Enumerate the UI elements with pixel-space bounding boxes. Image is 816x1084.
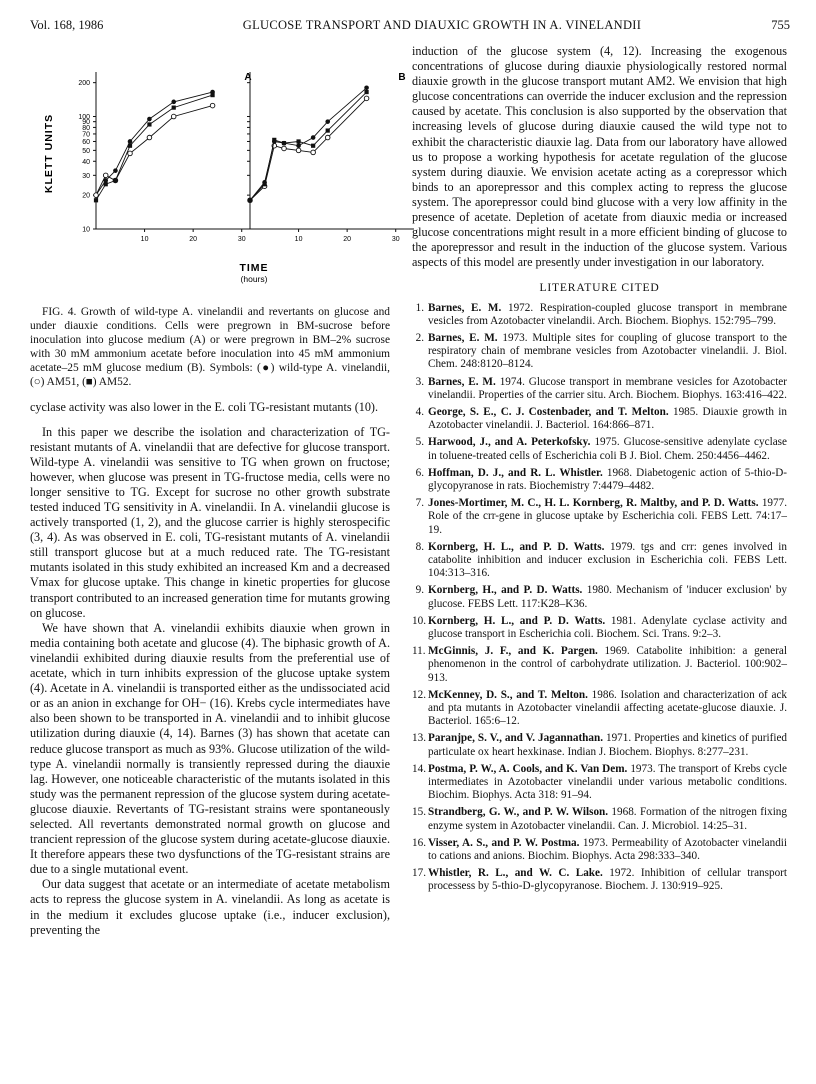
x-tick-label: 10 xyxy=(140,236,149,243)
reference-text: 1968. Formation of the nitrogen fixing enzyme system in Azotobacter vinelandii. Can. J. Microbiol. 14:25–31. xyxy=(428,806,787,832)
y-tick-label: 30 xyxy=(82,172,90,180)
reference-number: 11. xyxy=(412,645,426,658)
right-paragraph-0: induction of the glucose system (4, 12). Increasing the exogenous concentrations of glucose during diauxie physiologically restored normal diauxie growth in the glucose transport mutant AM2. We envision that high glucose concentrations can override the inducer exclusion and the repression caused by acetate. This conclusion is also supported by the observation that increasing levels of glucose during diauxie caused the wild type not to exhibit the characteristic diauxie lag. Data from our laboratory have allowed us to propose a working hypothesis for acetate regulation of the glucose system during diauxie. We envision acetate acting as a corepressor which binds to an aporepressor and this complex acting to repress the glucose system. The aporepressor could bind glucose with a very low affinity in the presence of acetate. Depletion of acetate from diauxic media or increased glucose concentrations might result in a more efficient binding of glucose to the aporepressor and result in the induction of the glucose system. Various aspects of this model are presently under investigation in our laboratory. xyxy=(412,44,787,270)
data-point-am52 xyxy=(128,144,132,148)
data-point-am52 xyxy=(282,141,286,145)
reference-number: 14. xyxy=(412,762,426,775)
y-tick-label: 60 xyxy=(82,138,90,146)
reference-item xyxy=(412,436,787,462)
data-point-am52 xyxy=(364,90,368,94)
data-point-am52 xyxy=(210,93,214,97)
left-paragraph-3: Our data suggest that acetate or an intermediate of acetate metabolism acts to repress the glucose system in A. vinelandii. As long as acetate is in the medium it excludes glucose uptake (i.e., inducer exclusion), preventing the xyxy=(30,877,390,937)
reference-authors: Barnes, E. M. xyxy=(428,301,502,314)
series-line xyxy=(250,92,367,200)
left-paragraph-0: cyclase activity was also lower in the E. coli TG-resistant mutants (10). xyxy=(30,400,379,415)
y-tick-label: 100 xyxy=(78,114,90,122)
reference-number: 5. xyxy=(415,436,424,449)
data-point-am51 xyxy=(171,114,176,119)
reference-text: 1981. Adenylate cyclase activity and glucose transport in Escherichia coli. Biochem. Sci. Trans. 9:2–3. xyxy=(428,614,787,640)
y-tick-label: 200 xyxy=(78,80,90,88)
data-point-am51 xyxy=(325,135,330,140)
reference-number: 16. xyxy=(412,836,426,849)
reference-item xyxy=(412,763,787,803)
y-tick-label: 70 xyxy=(82,131,90,139)
y-tick-label: 90 xyxy=(82,119,90,127)
y-tick-label: 80 xyxy=(82,124,90,132)
data-point-am52 xyxy=(104,182,108,186)
reference-authors: Hoffman, D. J., and R. L. Whistler. xyxy=(428,466,603,479)
growth-curve-chart xyxy=(30,44,406,296)
data-point-wild-type xyxy=(296,143,301,148)
reference-text: 1971. Properties and kinetics of purified particulate ox heart hexkinase. Indian J. Biochem. Biophys. 8:277–231. xyxy=(428,732,788,758)
reference-text: 1973. The transport of Krebs cycle intermediates in Azotobacter vinelandii under various metabolic conditions. Biochim. Biophys. Acta 318: 91–94. xyxy=(428,762,787,802)
reference-number: 4. xyxy=(415,405,424,418)
x-tick-label: 10 xyxy=(294,236,303,243)
reference-text: 1985. Diauxie growth in Azotobacter vinelandii. J. Bacteriol. 164:866–871. xyxy=(428,405,788,432)
reference-item xyxy=(412,732,787,758)
data-point-am51 xyxy=(94,193,99,198)
running-title: GLUCOSE TRANSPORT AND DIAUXIC GROWTH IN A. VINELANDII xyxy=(242,18,642,32)
volume-label: Vol. 168, 1986 xyxy=(30,18,104,32)
running-header xyxy=(30,18,790,34)
reference-number: 10. xyxy=(412,614,426,627)
reference-authors: Barnes, E. M. xyxy=(428,331,498,344)
data-point-am52 xyxy=(113,178,117,182)
data-point-am51 xyxy=(364,96,369,101)
data-point-am51 xyxy=(128,151,133,156)
reference-number: 3. xyxy=(415,375,424,388)
data-point-am51 xyxy=(311,150,316,155)
page-number: 755 xyxy=(771,18,790,32)
data-point-wild-type xyxy=(113,168,118,173)
reference-item xyxy=(412,541,787,581)
data-point-wild-type xyxy=(325,119,330,124)
reference-item xyxy=(412,332,787,372)
reference-text: 1986. Isolation and characterization of ack and pta mutants in Azotobacter vinelandii affecting acetate-glucose diauxie. J. Bacteriol. 165:6–12. xyxy=(428,688,788,728)
reference-item xyxy=(412,645,787,685)
reference-item xyxy=(412,689,787,729)
data-point-am51 xyxy=(210,103,215,108)
x-axis-label: TIME xyxy=(239,262,269,274)
reference-number: 9. xyxy=(415,584,424,597)
reference-item xyxy=(412,584,787,610)
reference-number: 1. xyxy=(415,301,424,314)
panel-label: A xyxy=(244,72,252,83)
x-tick-label: 30 xyxy=(391,236,400,243)
reference-number: 7. xyxy=(415,497,424,510)
data-point-am51 xyxy=(296,148,301,153)
reference-text: 1972. Respiration-coupled glucose transport in membrane vesicles from Azotobacter vinelandii. Arch. Biochem. Biophys. 152:795–799. xyxy=(428,301,788,327)
panel-label: B xyxy=(398,72,406,83)
data-point-am52 xyxy=(172,106,176,110)
reference-text: 1975. Glucose-sensitive adenylate cyclase in toluene-treated cells of Escherichia coli B J. Biol. Chem. 250:4456–4462. xyxy=(428,436,787,462)
reference-authors: McKenney, D. S., and T. Melton. xyxy=(428,688,588,701)
reference-authors: Harwood, J., and A. Peterkofsky. xyxy=(428,436,591,449)
y-tick-label: 40 xyxy=(82,158,90,166)
reference-authors: Strandberg, G. W., and P. W. Wilson. xyxy=(428,806,609,819)
reference-authors: McGinnis, J. F., and K. Pargen. xyxy=(428,645,598,658)
data-point-am52 xyxy=(147,122,151,126)
reference-item xyxy=(412,806,787,832)
left-paragraph-1: In this paper we describe the isolation and characterization of TG-resistant mutants of A. vinelandii that are defective for glucose transport. Wild-type A. vinelandii was sensitive to TG when grown on fructose; however, when glucose was present in TG-fructose media, cells were no longer sensitive to TG. Except for sucrose no other growth substrate tested induced TG sensitivity in A. vinelandii. In A. vinelandii glucose is actively transported (1, 2), and the glucose carrier is highly sterospecific (3, 4). As was observed in E. coli, TG-resistant mutants of A. vinelandii still transport glucose but at a much reduced rate. The TG-resistant mutants isolated in this study exhibited an increased Km and a decreased Vmax for glucose uptake. This change in kinetic properties for glucose transport contributed to an increased generation time for mutants growing on glucose. xyxy=(30,424,390,620)
reference-text: 1974. Glucose transport in membrane vesicles for Azotobacter vinelandii. Properties of the carrier situ. Arch. Biochem. Biophys. 163:416–422. xyxy=(428,375,787,401)
data-point-am52 xyxy=(311,144,315,148)
reference-authors: George, S. E., C. J. Costenbader, and T. Melton. xyxy=(428,405,669,418)
data-point-am52 xyxy=(94,198,98,202)
reference-item xyxy=(412,837,787,863)
references-list xyxy=(412,302,787,894)
reference-text: 1972. Inhibition of cellular transport processess by 5-thio-D-glycopyranose. Biochem. J. 130:919–925. xyxy=(428,867,788,893)
reference-item xyxy=(412,497,787,537)
reference-authors: Paranjpe, S. V., and V. Jagannathan. xyxy=(428,732,604,745)
reference-authors: Kornberg, H. L., and P. D. Watts. xyxy=(428,614,606,627)
reference-authors: Postma, P. W., A. Cools, and K. Van Dem. xyxy=(428,762,628,775)
data-point-am51 xyxy=(103,173,108,178)
reference-text: 1977. Role of the crr-gene in glucose uptake by Escherichia coli. FEBS Lett. 74:17–19. xyxy=(428,497,787,536)
reference-number: 15. xyxy=(412,806,426,819)
x-tick-label: 20 xyxy=(189,236,198,243)
x-tick-label: 30 xyxy=(237,236,246,243)
left-column xyxy=(30,44,406,938)
x-axis-sublabel: (hours) xyxy=(240,274,268,284)
data-point-wild-type xyxy=(147,117,152,122)
data-point-am52 xyxy=(296,139,300,143)
reference-authors: Visser, A. S., and P. W. Postma. xyxy=(428,836,580,849)
reference-authors: Whistler, R. L., and W. C. Lake. xyxy=(428,867,603,880)
data-point-am51 xyxy=(282,146,287,151)
figure-caption: FIG. 4. Growth of wild-type A. vinelandii and revertants on glucose and under diauxie conditions. Cells were pregrown in BM-sucrose before inoculation into glucose medium (A) or were pregrown in BM–2% sucrose with 30 mM ammonium acetate before inoculation into 45 mM ammonium acetate–25 mM glucose medium (B). Symbols: (●) wild-type A. vinelandii, (○) AM51, (■) AM52. xyxy=(30,306,390,388)
y-tick-label: 50 xyxy=(82,147,90,155)
data-point-wild-type xyxy=(171,100,176,105)
reference-number: 6. xyxy=(415,466,424,479)
series-line xyxy=(250,98,367,200)
data-point-am52 xyxy=(272,138,276,142)
y-tick-label: 20 xyxy=(82,192,90,200)
reference-item xyxy=(412,467,787,493)
reference-authors: Kornberg, H., and P. D. Watts. xyxy=(428,584,583,597)
reference-item xyxy=(412,867,787,893)
data-point-am52 xyxy=(326,128,330,132)
y-axis-label: KLETT UNITS xyxy=(43,113,55,194)
figure-4 xyxy=(30,44,406,296)
reference-number: 8. xyxy=(415,540,424,553)
reference-text: 1968. Diabetogenic action of 5-thio-D-glycopyranose in rats. Biochemistry 7:4479–4482. xyxy=(428,466,787,492)
data-point-wild-type xyxy=(128,139,133,144)
data-point-am51 xyxy=(147,135,152,140)
reference-number: 12. xyxy=(412,688,426,701)
reference-item xyxy=(412,406,787,432)
data-point-wild-type xyxy=(364,86,369,91)
left-paragraph-2: We have shown that A. vinelandii exhibits diauxie when grown in media containing both acetate and glucose (4). The biphasic growth of A. vinelandii exhibited during diauxie results from the preferential use of acetate, which in turn inhibits expression of the glucose uptake system (4). Acetate in A. vinelandii is transported either as the undissociated acid or as an anion in exchange for OH− (16). Krebs cycle intermediates have also been shown to be transported in A. vinelandii and to inhibit glucose utilization during diauxie (4, 14). Barnes (3) has shown that acetate can reduce glucose transport as much as 93%. Glucose utilization of the wild-type A. vinelandii normally is transiently repressed during the diauxie lag. However, one noticeable characteristic of the mutants isolated in this study was the permanent repression of the glucose system during acetate-glucose diauxie. Revertants of TG-resistant strains were spontaneously selected. All revertants demonstrated normal growth on glucose and trancient repression of the glucose system during acetate-glucose diauxie. It therefore appears these two dysfunctions of the TG-resistant strains are due to a single mutational event. xyxy=(30,620,390,877)
reference-text: 1969. Catabolite inhibition: a general phenomenon in the control of carbohydrate utilization. J. Bacteriol. 100:902–913. xyxy=(428,645,787,684)
reference-text: 1979. tgs and crr: genes involved in catabolite inhibition and inducer exclusion in Escherichia coli. FEBS Lett. 104:313–316. xyxy=(428,540,787,580)
references-title: LITERATURE CITED xyxy=(539,281,660,295)
reference-text: 1973. Permeability of Azotobacter vinelandii to cations and anions. Biochim. Biophys. Acta 298:333–340. xyxy=(428,836,788,863)
x-tick-label: 20 xyxy=(343,236,352,243)
reference-authors: Kornberg, H. L., and P. D. Watts. xyxy=(428,540,605,553)
reference-authors: Barnes, E. M. xyxy=(428,375,496,388)
data-point-am52 xyxy=(262,182,266,186)
reference-number: 13. xyxy=(412,732,426,745)
data-point-am52 xyxy=(248,198,252,202)
y-tick-label: 10 xyxy=(82,226,90,234)
reference-number: 17. xyxy=(412,867,426,880)
reference-number: 2. xyxy=(415,331,424,344)
reference-text: 1973. Multiple sites for coupling of glucose transport to the respiratory chain of membrane vesicles from Azotobacter vinelandii. J. Biol. Chem. 248:8120–8124. xyxy=(428,331,788,371)
data-point-wild-type xyxy=(311,135,316,140)
reference-text: 1980. Mechanism of 'inducer exclusion' by glucose. FEBS Lett. 117:K28–K36. xyxy=(428,584,788,610)
reference-item xyxy=(412,302,787,328)
reference-authors: Jones-Mortimer, M. C., H. L. Kornberg, R. Maltby, and P. D. Watts. xyxy=(428,497,759,510)
reference-item xyxy=(412,376,787,402)
reference-item xyxy=(412,615,787,641)
right-column xyxy=(412,44,787,898)
